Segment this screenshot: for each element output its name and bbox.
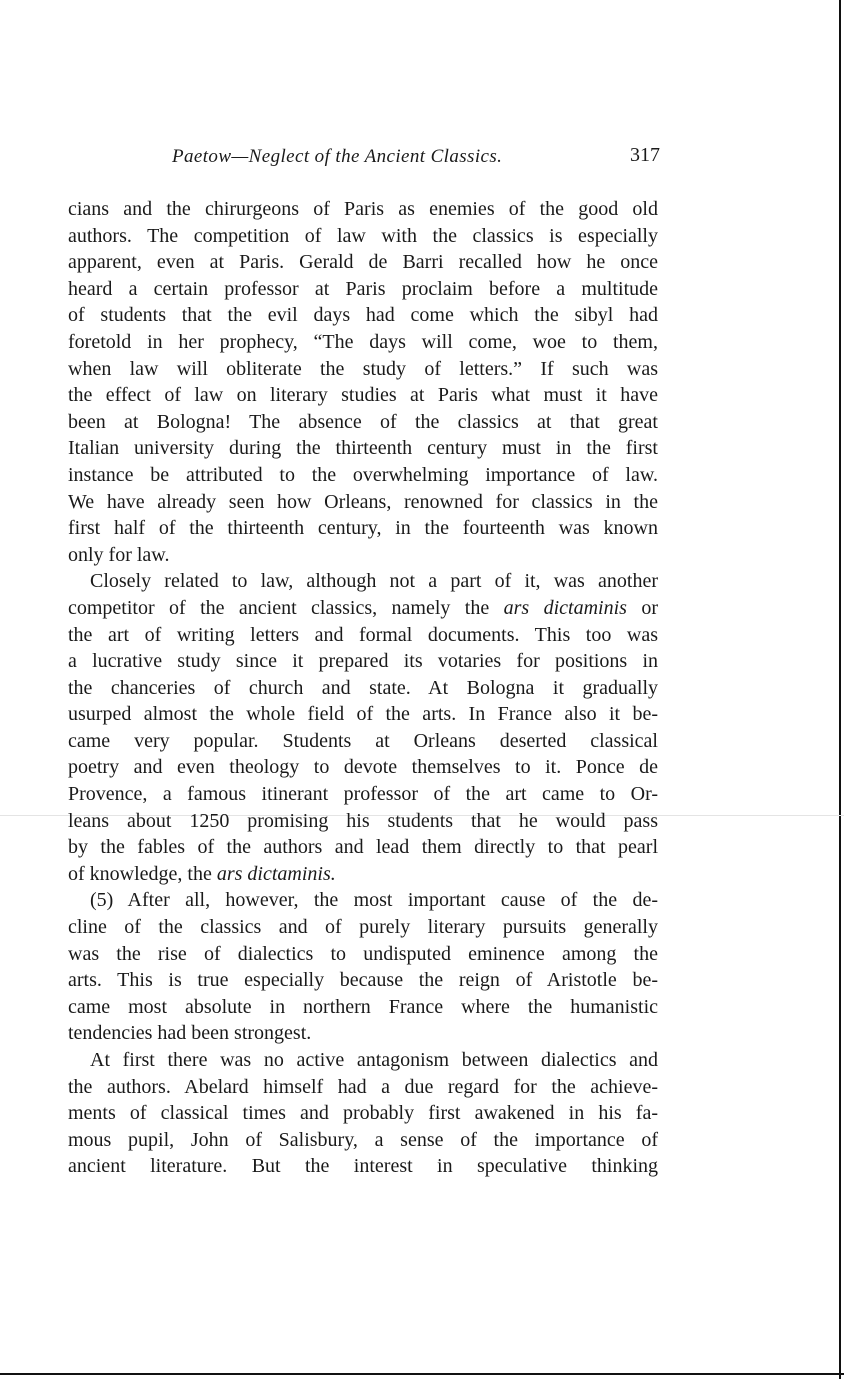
text-line: instance be attributed to the overwhelming importance of law. [68, 463, 658, 486]
text-line: the art of writing letters and formal documents. This too was [68, 623, 658, 646]
text-line: by the fables of the authors and lead them directly to that pearl [68, 836, 658, 859]
text-segment: of knowledge, the [68, 862, 217, 885]
text-line: been at Bologna! The absence of the classics at that great [68, 410, 658, 433]
text-line: Closely related to law, although not a part of it, was another [90, 570, 658, 593]
text-line: a lucrative study since it prepared its votaries for positions in [68, 650, 658, 673]
text-line: leans about 1250 promising his students that he would pass [68, 809, 658, 832]
italic-term: ars dictaminis [503, 596, 627, 619]
text-segment: competitor of the ancient classics, namely the [68, 596, 504, 619]
text-line: was the rise of dialectics to undisputed eminence among the [68, 942, 658, 965]
text-line: came very popular. Students at Orleans deserted classical [68, 729, 658, 752]
text-line: cline of the classics and of purely literary pursuits generally [68, 916, 658, 939]
text-line: (5) After all, however, the most important cause of the de- [90, 889, 658, 912]
paragraph-3 [68, 887, 658, 1047]
text-line: first half of the thirteenth century, in the fourteenth was known [68, 517, 658, 540]
body-text [68, 196, 658, 1180]
text-line: heard a certain professor at Paris proclaim before a multitude [68, 277, 658, 300]
page-edge-bottom [0, 1373, 844, 1375]
text-line: Italian university during the thirteenth century must in the first [68, 437, 658, 460]
text-line: usurped almost the whole field of the arts. In France also it be- [68, 703, 658, 726]
paragraph-1 [68, 196, 658, 568]
text-line: foretold in her prophecy, “The days will come, woe to them, [68, 330, 658, 353]
page-number: 317 [630, 144, 660, 166]
page-edge-right [839, 0, 841, 1379]
running-title: Paetow—Neglect of the Ancient Classics. [172, 146, 503, 167]
text-line: apparent, even at Paris. Gerald de Barri recalled how he once [68, 251, 658, 274]
text-line-mixed [68, 861, 658, 888]
text-line: the chanceries of church and state. At Bologna it gradually [68, 676, 658, 699]
text-line: mous pupil, John of Salisbury, a sense of the importance of [68, 1128, 658, 1151]
text-line-mixed [68, 595, 658, 622]
text-line: only for law. [68, 543, 170, 566]
text-line: At first there was no active antagonism between dialectics and [90, 1049, 658, 1071]
text-line: ments of classical times and probably first awakened in his fa- [68, 1102, 658, 1125]
text-line: cians and the chirurgeons of Paris as enemies of the good old [68, 198, 658, 220]
text-line: Provence, a famous itinerant professor of the art came to Or- [68, 783, 658, 806]
paragraph-4 [68, 1047, 658, 1180]
text-line: of students that the evil days had come which the sibyl had [68, 304, 658, 327]
running-header [172, 144, 660, 172]
italic-term: ars dictaminis. [216, 862, 336, 885]
text-line: the authors. Abelard himself had a due regard for the achieve- [68, 1075, 658, 1098]
text-line: tendencies had been strongest. [68, 1022, 312, 1045]
text-line: poetry and even theology to devote themselves to it. Ponce de [68, 756, 658, 779]
text-line: came most absolute in northern France where the humanistic [68, 995, 658, 1018]
text-line: authors. The competition of law with the classics is especially [68, 224, 658, 247]
paragraph-2 [68, 568, 658, 887]
text-line: ancient literature. But the interest in speculative thinking [68, 1155, 658, 1178]
text-line: arts. This is true especially because the reign of Aristotle be- [68, 969, 658, 992]
text-line: We have already seen how Orleans, renowned for classics in the [68, 490, 658, 513]
text-line: the effect of law on literary studies at Paris what must it have [68, 384, 658, 407]
text-segment: or [626, 596, 658, 619]
text-line: when law will obliterate the study of letters.” If such was [68, 357, 658, 380]
